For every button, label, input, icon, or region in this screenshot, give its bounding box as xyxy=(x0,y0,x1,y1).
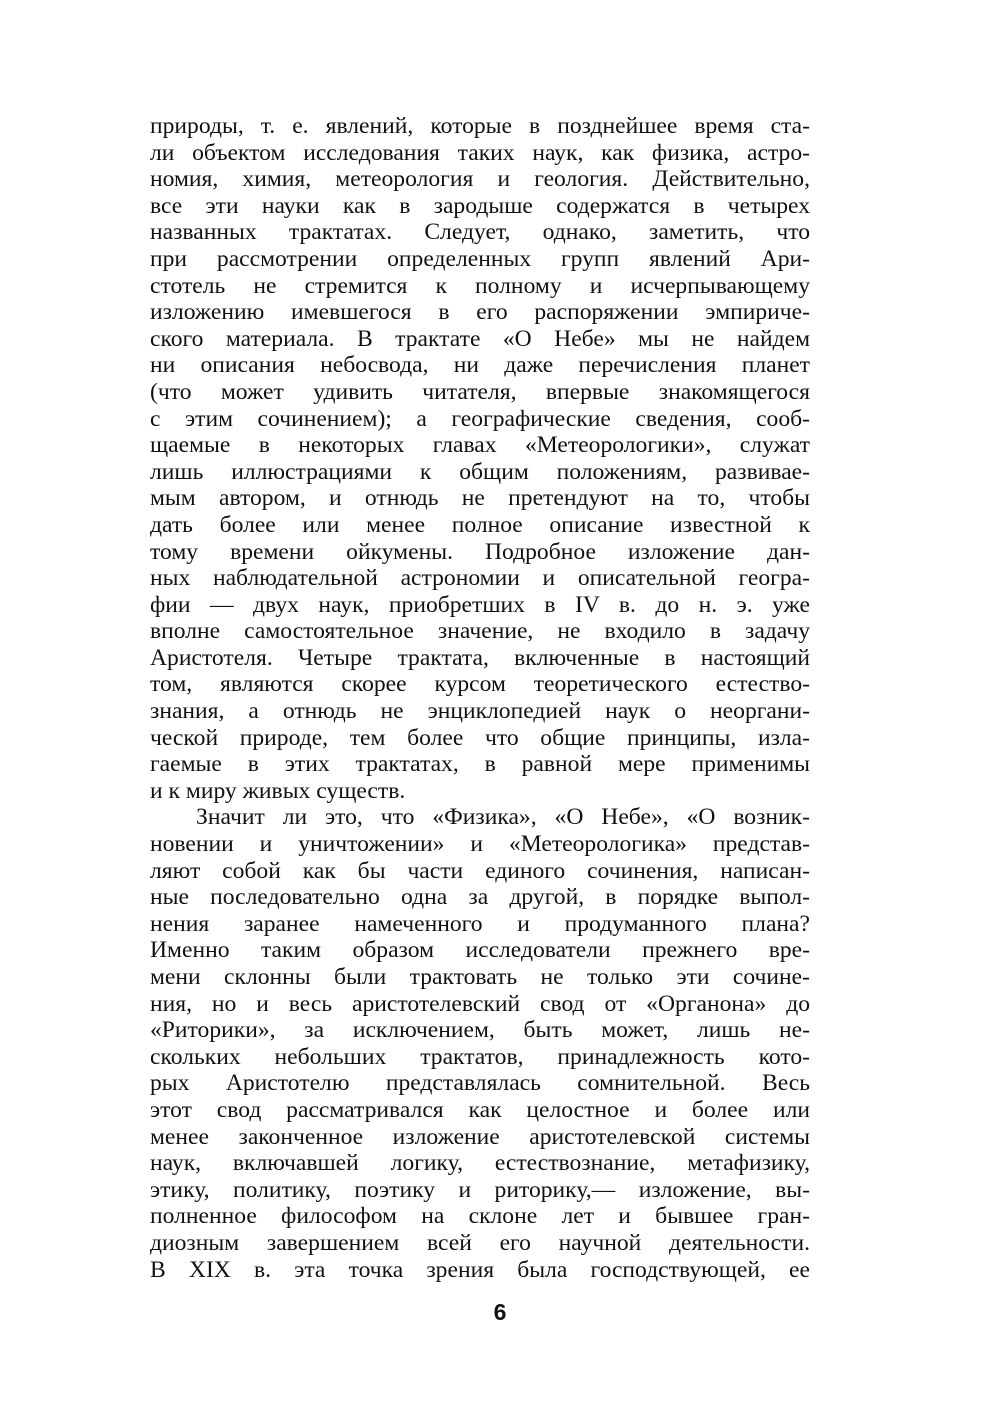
text-line: при рассмотрении определенных групп явлений Ари- xyxy=(150,245,810,272)
text-line: ляют собой как бы части единого сочинения, написан- xyxy=(150,857,810,884)
text-line: знания, а отнюдь не энциклопедией наук о неоргани- xyxy=(150,698,810,725)
text-line: лишь иллюстрациями к общим положениям, развивае- xyxy=(150,458,810,485)
page-number: 6 xyxy=(493,1299,507,1325)
text-line: ческой природе, тем более что общие принципы, изла- xyxy=(150,724,810,751)
text-line: этот свод рассматривался как целостное и более или xyxy=(150,1096,810,1123)
text-line: диозным завершением всей его научной деятельности. xyxy=(150,1229,810,1256)
text-line: новении и уничтожении» и «Метеорологика» представ- xyxy=(150,831,810,858)
text-line: ли объектом исследования таких наук, как физика, астро- xyxy=(150,139,810,166)
text-line: гаемые в этих трактатах, в равной мере применимы xyxy=(150,751,810,778)
text-line: изложению имевшегося в его распоряжении эмпириче- xyxy=(150,299,810,326)
text-line: Именно таким образом исследователи прежнего вре- xyxy=(150,937,810,964)
text-line: и к миру живых существ. xyxy=(150,777,406,804)
text-line: скольких небольших трактатов, принадлежность кото- xyxy=(150,1043,810,1070)
text-line: нения заранее намеченного и продуманного плана? xyxy=(150,910,810,937)
text-line: природы, т. е. явлений, которые в позднейшее время ста- xyxy=(150,113,810,139)
text-line: названных трактатах. Следует, однако, заметить, что xyxy=(150,219,810,246)
text-line: (что может удивить читателя, впервые знакомящегося xyxy=(150,378,810,405)
text-line: В XIX в. эта точка зрения была господствующей, ее xyxy=(150,1256,810,1283)
text-line: с этим сочинением); а географические сведения, сооб- xyxy=(150,405,810,432)
text-line: Значит ли это, что «Физика», «О Небе», «О возник- xyxy=(196,804,810,831)
body-text xyxy=(150,113,810,1283)
text-line: стотель не стремится к полному и исчерпывающему xyxy=(150,272,810,299)
text-line: щаемые в некоторых главах «Метеорологики», служат xyxy=(150,432,810,459)
text-line: Аристотеля. Четыре трактата, включенные в настоящий xyxy=(150,644,810,671)
text-line: вполне самостоятельное значение, не входило в задачу xyxy=(150,618,810,645)
text-line: мым автором, и отнюдь не претендуют на то, чтобы xyxy=(150,485,810,512)
text-line: номия, химия, метеорология и геология. Действительно, xyxy=(150,166,810,193)
text-line: том, являются скорее курсом теоретического естество- xyxy=(150,671,810,698)
text-line: ни описания небосвода, ни даже перечисления планет xyxy=(150,352,810,379)
text-line: все эти науки как в зародыше содержатся в четырех xyxy=(150,192,810,219)
text-line: менее законченное изложение аристотелевской системы xyxy=(150,1123,810,1150)
text-line: наук, включавшей логику, естествознание, метафизику, xyxy=(150,1150,810,1177)
text-line: ных наблюдательной астрономии и описательной геогра- xyxy=(150,565,810,592)
text-line: ния, но и весь аристотелевский свод от «Органона» до xyxy=(150,990,810,1017)
text-line: дать более или менее полное описание известной к xyxy=(150,511,810,538)
text-line: мени склонны были трактовать не только эти сочине- xyxy=(150,964,810,990)
text-line: тому времени ойкумены. Подробное изложение дан- xyxy=(150,538,810,565)
text-line: рых Аристотелю представлялась сомнительной. Весь xyxy=(150,1070,810,1097)
text-line: ского материала. В трактате «О Небе» мы не найдем xyxy=(150,325,810,352)
text-line: фии — двух наук, приобретших в IV в. до н. э. уже xyxy=(150,591,810,618)
text-line: ные последовательно одна за другой, в порядке выпол- xyxy=(150,884,810,911)
text-line: полненное философом на склоне лет и бывшее гран- xyxy=(150,1203,810,1230)
text-line: «Риторики», за исключением, быть может, лишь не- xyxy=(150,1017,810,1044)
text-line: этику, политику, поэтику и риторику,— изложение, вы- xyxy=(150,1176,810,1203)
